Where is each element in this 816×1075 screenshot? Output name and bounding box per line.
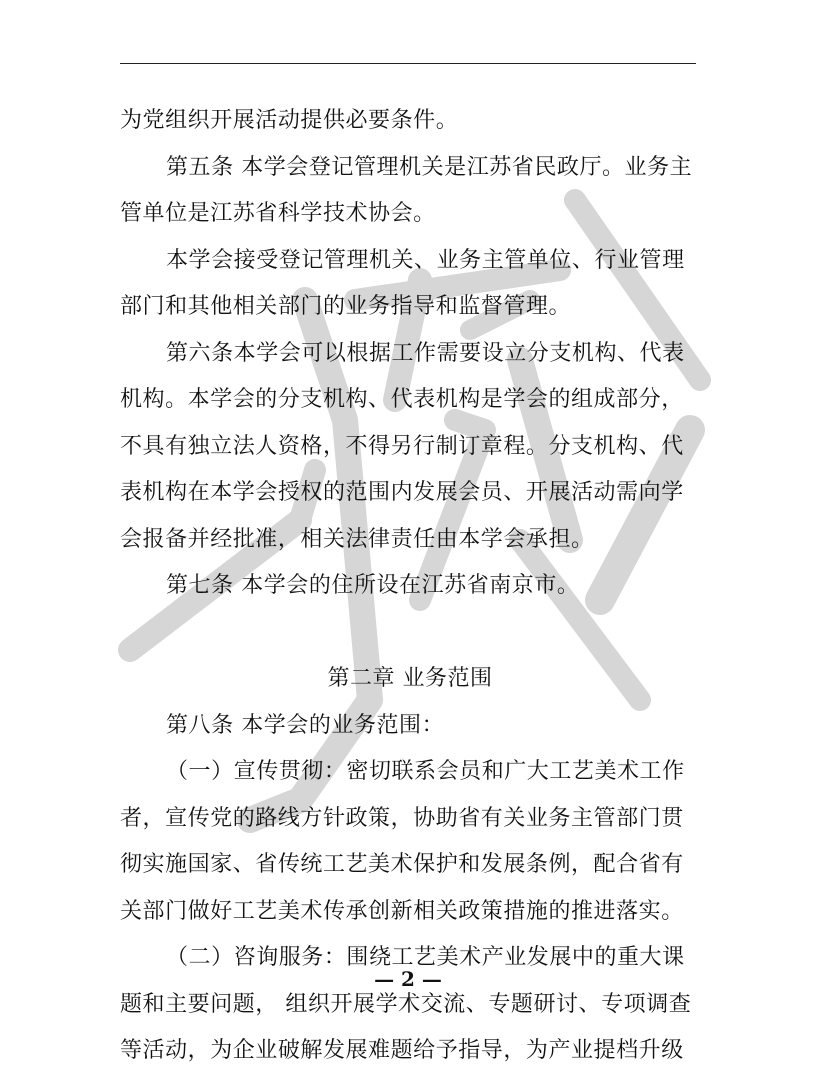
article-5-line: 第五条 本学会登记管理机关是江苏省民政厅。业务主 — [166, 154, 693, 180]
text-line: 表机构在本学会授权的范围内发展会员、开展活动需向学 — [120, 480, 684, 505]
text-line: 为党组织开展活动提供必要条件。 — [120, 108, 459, 133]
article-7-line: 第七条 本学会的住所设在江苏省南京市。 — [166, 573, 580, 598]
text-line: 部门和其他相关部门的业务指导和监督管理。 — [120, 294, 572, 319]
text-line: （一）宣传贯彻：密切联系会员和广大工艺美术工作 — [166, 759, 685, 784]
page-number: — 2 — — [374, 967, 442, 991]
text-line: 不具有独立法人资格，不得另行制订章程。分支机构、代 — [120, 433, 684, 459]
blank-line — [120, 610, 700, 657]
text-line: （二）咨询服务：围绕工艺美术产业发展中的重大课 — [166, 945, 685, 970]
text-line: 本学会接受登记管理机关、业务主管单位、行业管理 — [166, 247, 685, 273]
text-line: 关部门做好工艺美术传承创新相关政策措施的推进落实。 — [120, 898, 684, 924]
text-line: 者，宣传党的路线方针政策，协助省有关业务主管部门贯 — [120, 805, 684, 831]
article-6-line: 第六条本学会可以根据工作需要设立分支机构、代表 — [166, 340, 685, 366]
article-8-line: 第八条 本学会的业务范围： — [166, 712, 445, 738]
text-line: 管单位是江苏省科学技术协会。 — [120, 201, 436, 226]
text-line: 彻实施国家、省传统工艺美术保护和发展条例，配合省有 — [120, 852, 684, 877]
text-line: 等活动，为企业破解发展难题给予指导，为产业提档升级 — [120, 1038, 684, 1063]
header-rule — [120, 63, 696, 64]
document-body — [120, 98, 700, 1075]
text-line: 题和主要问题， 组织开展学术交流、专题研讨、专项调查 — [120, 991, 692, 1017]
text-line: 机构。本学会的分支机构、代表机构是学会的组成部分， — [120, 387, 684, 412]
chapter-title: 第二章 业务范围 — [327, 666, 493, 691]
text-line: 会报备并经批准，相关法律责任由本学会承担。 — [120, 526, 594, 552]
